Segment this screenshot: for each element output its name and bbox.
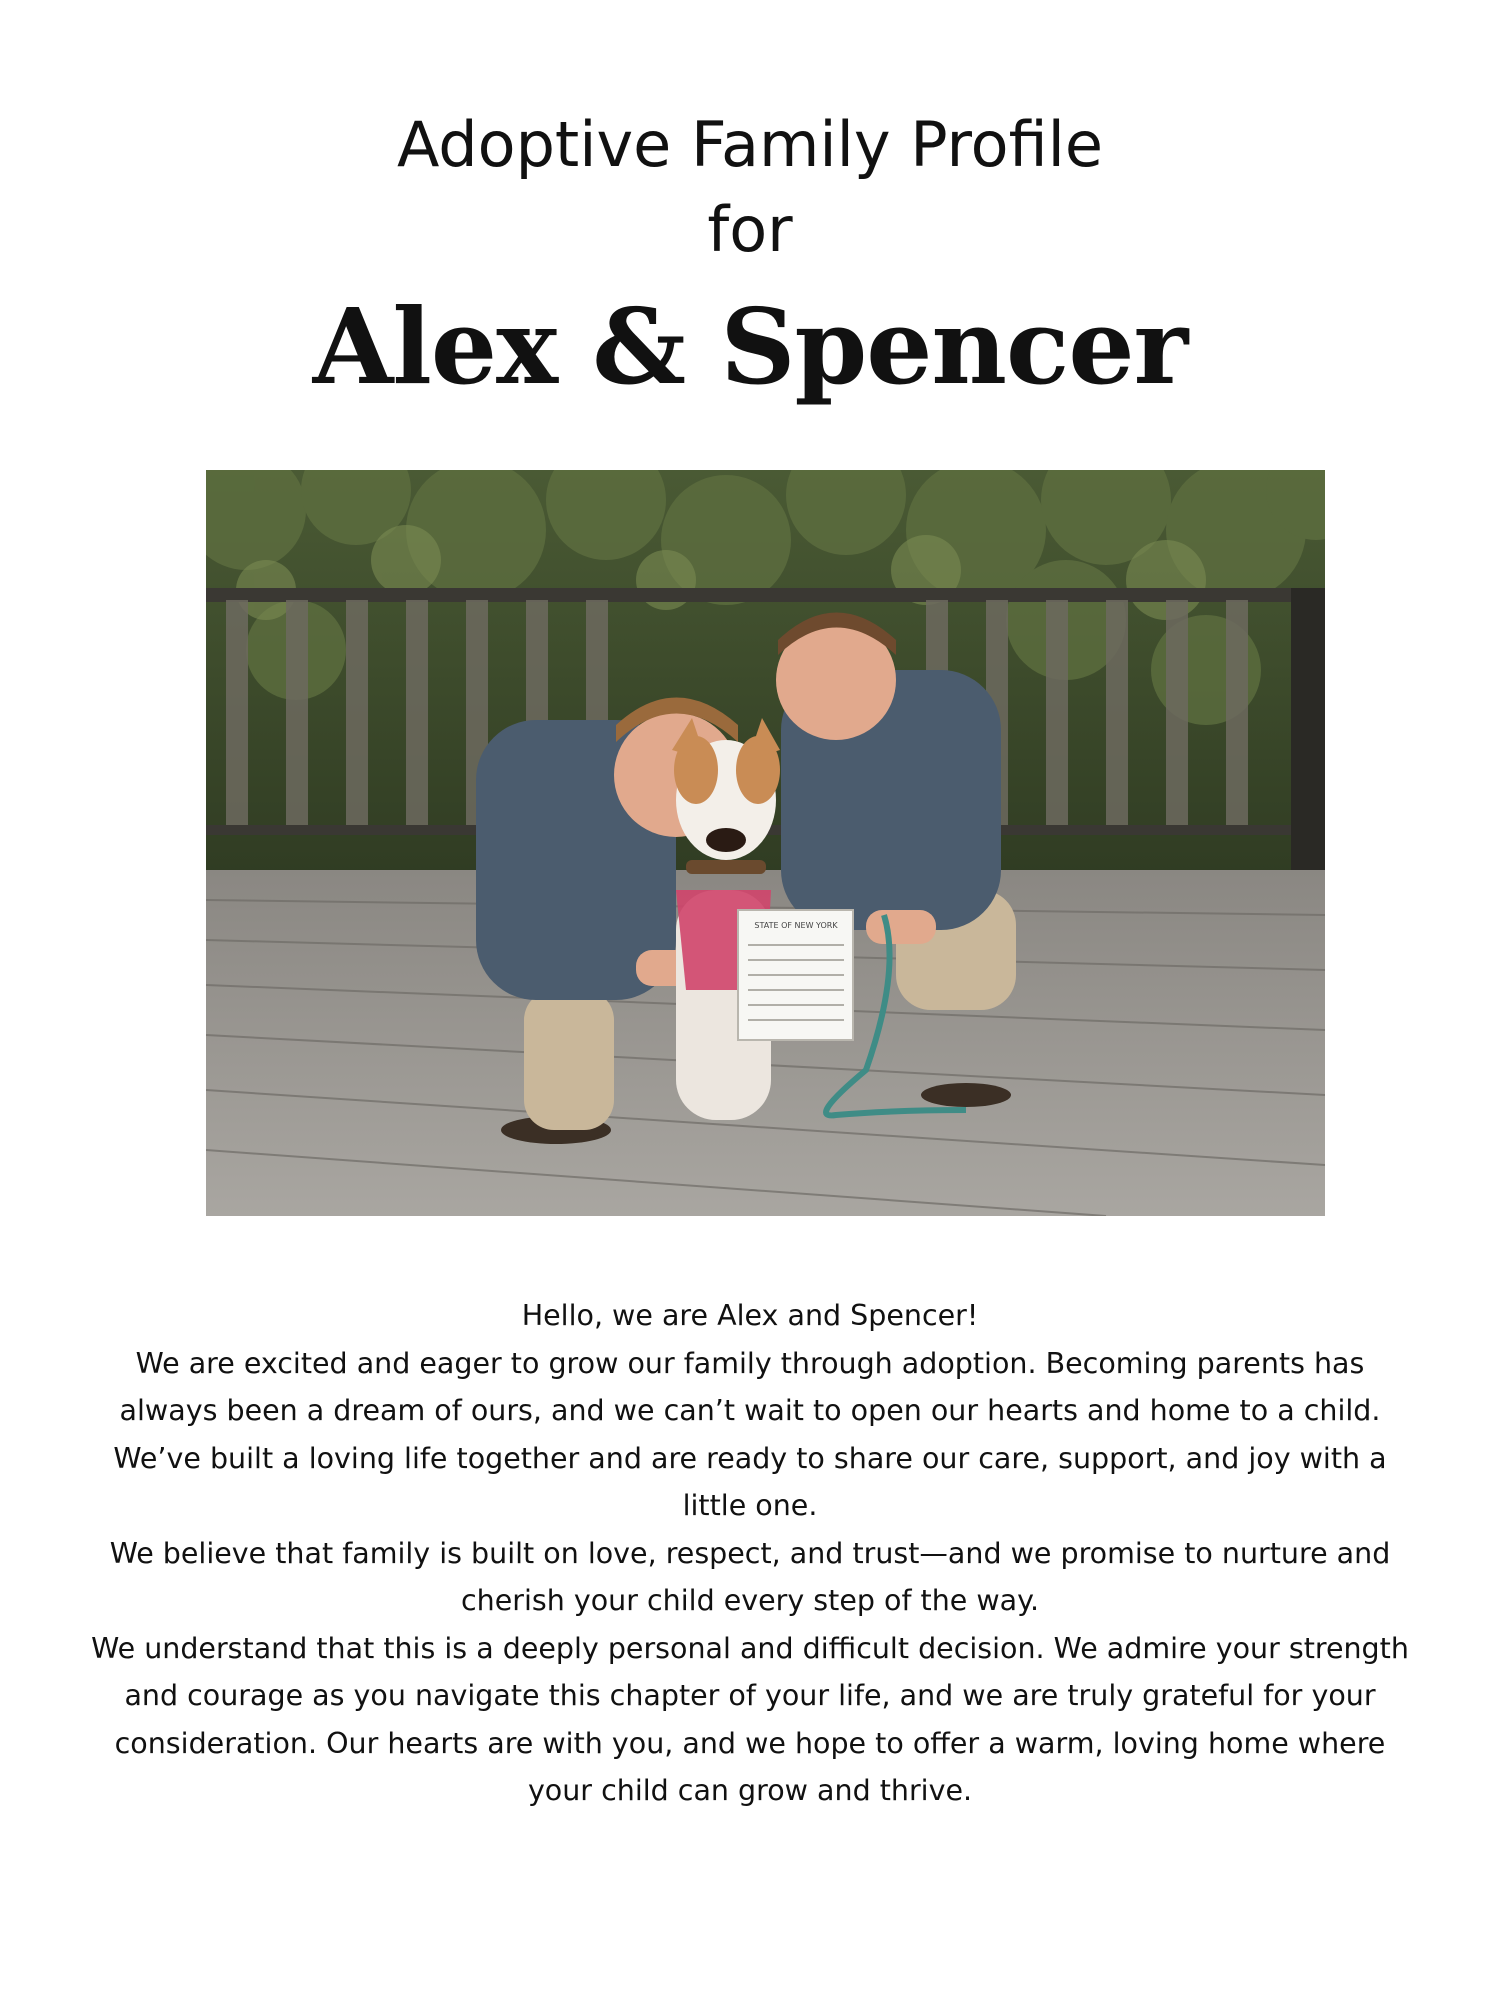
family-photo-illustration — [206, 470, 1325, 1216]
profile-title: Adoptive Family Profile — [396, 108, 1104, 181]
profile-title-for: for — [707, 193, 793, 266]
intro-paragraph-1: We are excited and eager to grow our family through adoption. Becoming parents has always been a dream of ours, and we can’t wait to open our hearts and home to a child. We’ve built a loving life together and are ready to share our care, support, and joy with a little one. — [113, 1346, 1387, 1522]
intro-paragraph-3: We understand that this is a deeply personal and difficult decision. We admire your strength and courage as you navigate this chapter of your life, and we are truly grateful for your consideration. Our hearts are with you, and we hope to offer a warm, loving home where your child can grow and thrive. — [91, 1631, 1409, 1807]
intro-paragraph-2: We believe that family is built on love, respect, and trust—and we promise to nurture and cherish your child every step of the way. — [109, 1536, 1391, 1617]
intro-greeting: Hello, we are Alex and Spencer! — [521, 1299, 979, 1332]
certificate-heading: STATE OF NEW YORK — [754, 921, 838, 930]
family-names: Alex & Spencer — [312, 285, 1188, 408]
introduction-text — [90, 1292, 1410, 1815]
adoption-certificate — [738, 910, 853, 1040]
family-photo — [206, 470, 1325, 1216]
